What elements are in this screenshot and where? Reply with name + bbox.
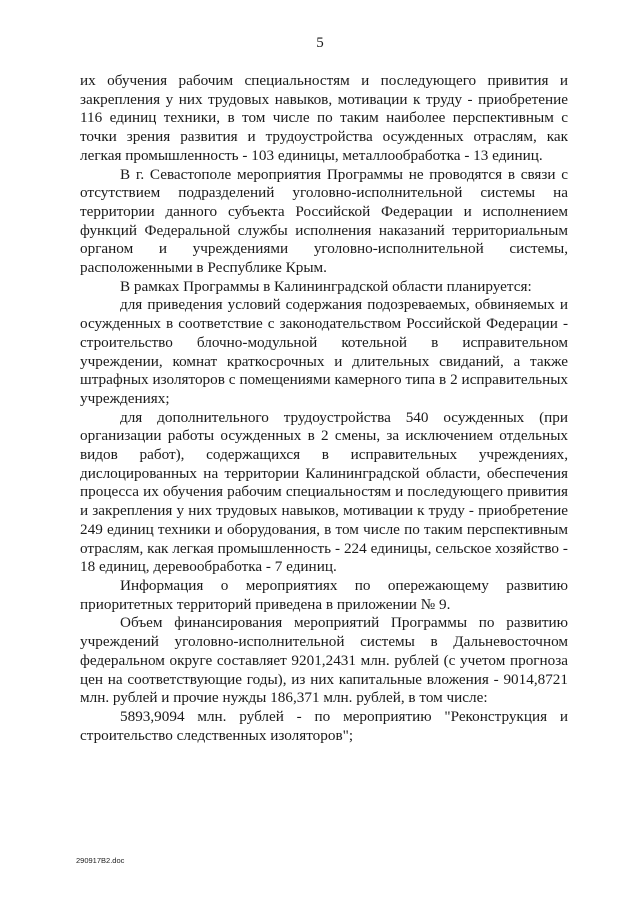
footer-file-code: 290917B2.doc (76, 856, 125, 865)
paragraph-priority-territories: Информация о мероприятиях по опережающему развитию приоритетных территорий приведена в приложении № 9. (80, 576, 568, 613)
paragraph-kaliningrad-employment: для дополнительного трудоустройства 540 осужденных (при организации работы осужденных в 2 смены, за исключением отдельных видов работ), содержащихся в исправительных учреждениях, дислоцированных на территории Калининградской области, обеспечения процесса их обучения рабочим специальностям и последующего привития и закрепления у них трудовых навыков, мотивации к труду - приобретение 249 единиц техники и оборудования, в том числе по таким перспективным отраслям, как легкая промышленность - 224 единицы, сельское хозяйство - 18 единиц, деревообработка - 7 единиц. (80, 408, 568, 576)
paragraph-training-equipment: их обучения рабочим специальностям и последующего привития и закрепления у них трудовых навыков, мотивации к труду - приобретение 116 единиц техники, в том числе по таким наиболее перспективным с точки зрения развития и трудоустройства осужденных отраслям, как легкая промышленность - 103 единицы, металлообработка - 13 единиц. (80, 72, 568, 164)
paragraph-reconstruction-sizo: 5893,9094 млн. рублей - по мероприятию "Реконструкция и строительство следственных изоляторов"; (80, 707, 568, 744)
paragraph-kaliningrad-conditions: для приведения условий содержания подозреваемых, обвиняемых и осужденных в соответствие с законодательством Российской Федерации - строительство блочно-модульной котельной в исправительном учреждении, комнат краткосрочных и длительных свиданий, а также штрафных изоляторов с помещениями камерного типа в 2 исправительных учреждениях; (80, 296, 568, 407)
document-body (80, 72, 568, 745)
paragraph-far-east-financing: Объем финансирования мероприятий Программы по развитию учреждений уголовно-исполнительной системы в Дальневосточном федеральном округе составляет 9201,2431 млн. рублей (с учетом прогноза цен на соответствующие годы), из них капитальные вложения - 9014,8721 млн. рублей и прочие нужды 186,371 млн. рублей, в том числе: (80, 614, 568, 707)
paragraph-kaliningrad-intro: В рамках Программы в Калининградской области планируется: (120, 277, 532, 295)
page-number: 5 (316, 35, 324, 51)
paragraph-sevastopol: В г. Севастополе мероприятия Программы не проводятся в связи с отсутствием подразделений уголовно-исполнительной системы на территории данного субъекта Российской Федерации и исполнением функций Федеральной службы исполнения наказаний территориальным органом и учреждениями уголовно-исполнительной системы, расположенными в Республике Крым. (80, 165, 568, 277)
